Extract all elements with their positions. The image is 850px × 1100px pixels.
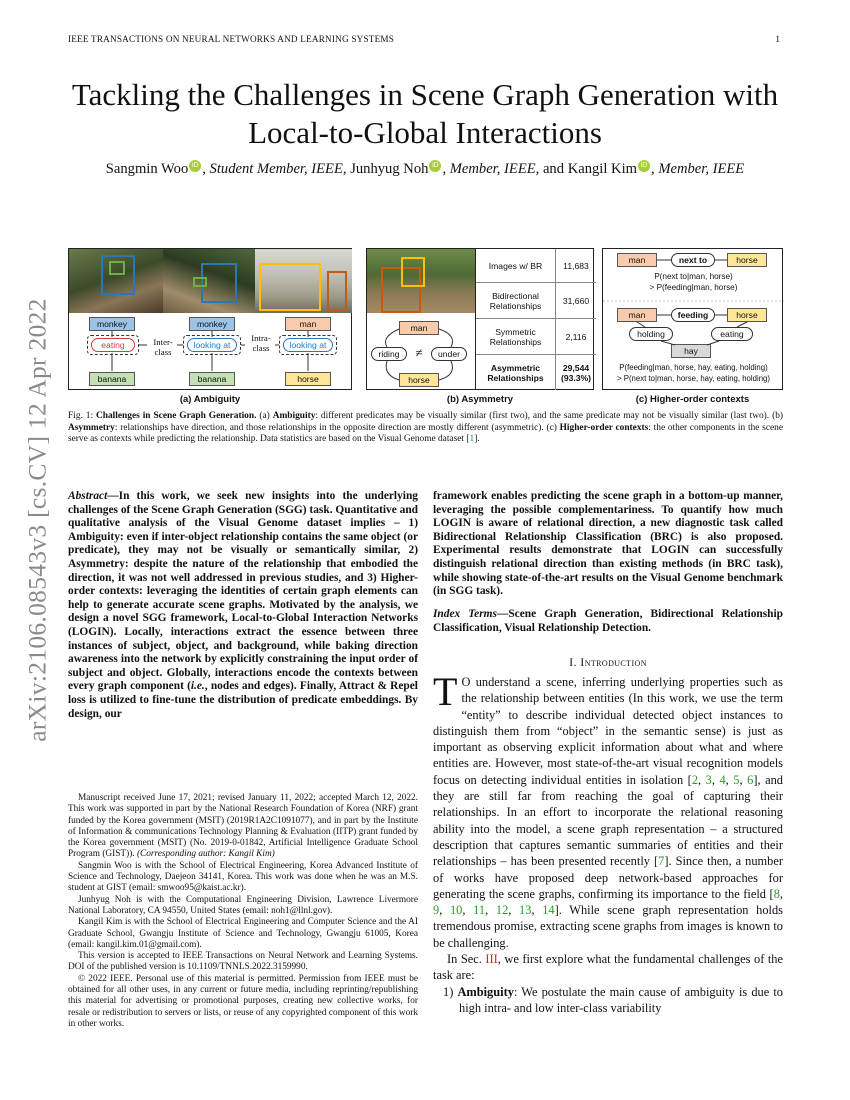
footnote: © 2022 IEEE. Personal use of this material is permitted. Permission from IEEE must be obtained for all other uses, in any current or future media, including reprinting/republishing this material for advertising or promotional purposes, creating new collective works, for resale or redistribution to servers or lists, or reuse of any copyrighted component of this work in other works.: [68, 973, 418, 1029]
introduction-body: [433, 669, 784, 1016]
probability-text: > P(next to|man, horse, hay, eating, holding): [617, 374, 770, 383]
paragraph: In Sec. III, we first explore what the fundamental challenges of the task are:: [433, 952, 783, 983]
index-terms: Index Terms—Scene Graph Generation, Bidirectional Relationship Classification, Visual Relationship Detection.: [433, 608, 783, 634]
citation-link[interactable]: 9: [433, 903, 440, 918]
context-predicate-node: eating: [711, 327, 753, 341]
table-row: [476, 249, 596, 283]
paper-title: Tackling the Challenges in Scene Graph Generation with Local-to-Global Interactions: [71, 77, 779, 150]
footnote: Sangmin Woo is with the School of Electrical Engineering, Korea Advanced Institute of Science and Technology, Daejeon 34141, Korea. This work was done when he was an M.S. student at GIST (email: smwoo95@kaist.ac.kr).: [68, 860, 418, 894]
author-conjunction: and: [542, 161, 565, 177]
running-head: IEEE TRANSACTIONS ON NEURAL NETWORKS AND LEARNING SYSTEMS: [68, 34, 395, 44]
inter-class-label: Inter- class: [153, 337, 173, 357]
context-predicate-node: holding: [629, 327, 673, 341]
citation-link[interactable]: 5: [733, 772, 740, 787]
photo-monkey-eating: [69, 249, 163, 313]
probability-text: P(feeding|man, horse, hay, eating, holding): [619, 363, 768, 372]
citation-link[interactable]: 13: [519, 903, 532, 918]
subject-node: man: [617, 308, 657, 322]
citation-link[interactable]: 7: [658, 854, 665, 869]
bidirectional-stats-table: [475, 249, 595, 390]
citation-link[interactable]: 6: [747, 772, 754, 787]
citation-link[interactable]: 12: [495, 903, 509, 918]
subject-node: man: [399, 321, 439, 335]
table-cell-label: Images w/ BR: [476, 249, 556, 282]
not-equal-symbol: ≠: [415, 345, 423, 360]
citation-link[interactable]: 2: [691, 772, 699, 787]
predicate-node: eating: [91, 338, 135, 352]
citation-link[interactable]: 11: [473, 903, 486, 918]
author-name: Junhyug Noh: [350, 161, 429, 177]
footnote: Junhyug Noh is with the Computational Engineering Division, Lawrence Livermore National Laboratory, CA 94550, United States (email: noh1@llnl.gov).: [68, 894, 418, 916]
subject-node: monkey: [89, 317, 135, 331]
probability-text: P(next to|man, horse): [654, 272, 733, 281]
paragraph: T O understand a scene, inferring underlying properties such as the relationship between entities (In this work, we use the term “entity” to describe individual detected object instances to distinguish them from “object” in the semantic sense) is just as important as observing explicit information about what and where entities are. However, most state-of-the-art visual recognition models focus on detecting individual entities in isolation [2, 3, 4, 5, 6], and they are still far from reaching the goal of capturing their relationships. In an effort to incorporate the relational reasoning ability into the model, a scene graph representation – a structured description that captures semantic summaries of entities and their relationships – has been presented recently [7]. Since then, a number of works have proposed deep network-based approaches for generating the scene graphs, confirming its importance to the field [8, 9, 10, 11, 12, 13, 14]. While scene graph representation holds tremendous promise, extracting scene graphs from images is known to be challenging.: [433, 669, 784, 950]
predicate-node: looking at: [283, 338, 333, 352]
arxiv-identifier[interactable]: arXiv:2106.08543v3 [cs.CV] 12 Apr 2022: [23, 298, 53, 742]
arxiv-stamp: [18, 290, 58, 750]
object-node: banana: [89, 372, 135, 386]
table-cell-label: Bidirectional Relationships: [476, 283, 556, 318]
author-membership: Member, IEEE: [658, 161, 745, 177]
table-row: [476, 355, 596, 390]
photo-monkey-looking: [163, 249, 255, 313]
subject-node: monkey: [189, 317, 235, 331]
figure-caption: Fig. 1: Challenges in Scene Graph Generation. (a) Ambiguity: different predicates may be visually similar (first two), and the same predicate may not be visually similar (last two). (b) Asymmetry: relationships have direction, and those relationships in the opposite direction are mostly different (asymmetric). (c) Higher-order contexts: the other components in the scene serve as contexts while predicting the relationship. Data statistics are based on the Visual Genome dataset [1].: [68, 411, 783, 445]
citation-link[interactable]: 1: [469, 434, 475, 445]
author-line: Sangmin Woo iD , Student Member, IEEE, Junhyug Noh iD , Member, IEEE, and Kangil Kim iD , Member, IEEE: [105, 161, 745, 177]
figure-panel-asymmetry: [366, 248, 594, 390]
author-membership: Member, IEEE,: [449, 161, 540, 177]
drop-cap: T: [433, 669, 458, 714]
predicate-node: under: [431, 347, 467, 361]
section-link[interactable]: III: [485, 952, 498, 967]
context-object-node: hay: [671, 344, 711, 358]
citation-link[interactable]: 10: [449, 903, 463, 918]
page-number: 1: [775, 34, 780, 44]
predicate-node: looking at: [187, 338, 237, 352]
footnotes: [68, 793, 418, 1030]
orcid-icon[interactable]: iD: [189, 160, 201, 172]
predicate-node: next to: [671, 253, 715, 267]
object-node: banana: [189, 372, 235, 386]
table-cell-value: 31,660: [562, 295, 590, 306]
figure-panel-higher-order: [602, 248, 783, 390]
table-cell-value: 29,544 (93.3%): [560, 362, 592, 383]
photo-man-riding-horse: [367, 249, 475, 313]
section-heading: I. Introduction: [569, 655, 647, 669]
citation-link[interactable]: 4: [719, 772, 726, 787]
table-cell-label: Asymmetric Relationships: [476, 355, 556, 390]
citation-link[interactable]: 8: [773, 886, 780, 901]
footnote: This version is accepted to IEEE Transactions on Neural Network and Learning Systems. DOI of the published version is 10.1109/TNNLS.2022.3159990.: [68, 951, 418, 973]
subcaption-a: (a) Ambiguity: [179, 394, 241, 405]
footnote: Manuscript received June 17, 2021; revised January 11, 2022; accepted March 12, 2022. This work was supported in part by the National Research Foundation of Korea (NRF) grant funded by the Korea government (MSIT) (2019R1A2C1091077), and in part by the Institute of Information & communications Technology Planning & Evaluation (IITP) grant funded by the Korea government (MSIT) (No. 2019-0-01842, Artificial Intelligence Graduate School Program (GIST)). (Corresponding author: Kangil Kim): [68, 793, 418, 860]
object-node: horse: [727, 308, 767, 322]
photo-man-horse: [255, 249, 352, 313]
table-cell-value: 11,683: [563, 260, 589, 271]
citation-link[interactable]: 3: [705, 772, 712, 787]
object-node: horse: [399, 373, 439, 387]
object-node: horse: [285, 372, 331, 386]
intra-class-label: Intra- class: [251, 333, 271, 353]
subject-node: man: [617, 253, 657, 267]
abstract: Abstract—In this work, we seek new insights into the underlying challenges of the Scene Graph Generation (SGG) task. Quantitative and qualitative analysis of the Visual Genome dataset implies – 1) Ambiguity: even if inter-object relationship contains the same object (or predicate), they may not be visually or semantically similar, 2) Asymmetry: despite the nature of the relationship that embodied the direction, it was not well addressed in previous studies, and 3) Higher-order contexts: leveraging the identities of certain graph elements can help to generate accurate scene graphs. Motivated by the analysis, we design a novel SGG framework, Local-to-Global Interaction Networks (LOGIN). Locally, interactions extract the essence between three instances of subject, object, and background, while baking direction awareness into the network by explicitly constraining the input order of subject and object. Globally, interactions encode the contexts between every graph component (i.e., nodes and edges). Finally, Attract & Repel loss is utilized to fine-tune the distribution of predicate embeddings. By design, our: [68, 490, 418, 720]
orcid-icon[interactable]: iD: [429, 160, 441, 172]
figure-panel-ambiguity: [68, 248, 352, 390]
author-name: Sangmin Woo: [105, 161, 189, 177]
table-row: [476, 319, 596, 355]
citation-link[interactable]: 14: [542, 903, 555, 918]
footnote: Kangil Kim is with the School of Electrical Engineering and Computer Science and the AI Graduate School, Gwangju Institute of Science and Technology, Gwangju 61005, Korea (email: kangil.kim.01@gmail.com).: [68, 917, 418, 950]
author-name: Kangil Kim: [567, 161, 638, 177]
subject-node: man: [285, 317, 331, 331]
list-item: 1) Ambiguity: We postulate the main cause of ambiguity is due to high intra- and low inter-class variability: [443, 984, 783, 1015]
author-membership: Student Member, IEEE,: [209, 161, 347, 177]
object-node: horse: [727, 253, 767, 267]
subcaption-b: (b) Asymmetry: [446, 394, 514, 405]
table-row: [476, 283, 596, 319]
predicate-node: feeding: [671, 308, 715, 322]
orcid-icon[interactable]: iD: [638, 160, 650, 172]
table-cell-value: 2,116: [565, 331, 587, 342]
subcaption-c: (c) Higher-order contexts: [635, 394, 750, 405]
abstract-continued: framework enables predicting the scene graph in a bottom-up manner, leveraging the possible complementariness. To quantify how much LOGIN is aware of relational direction, a new diagnostic task called Bidirectional Relationship Classification (BRC) is also proposed. Experimental results demonstrate that LOGIN can successfully distinguish relational direction than existing methods (in BRC task), while showing state-of-the-art results on the Visual Genome benchmark (in SGG task).: [433, 490, 783, 598]
abstract-label: Abstract: [68, 490, 108, 502]
predicate-node: riding: [371, 347, 407, 361]
table-cell-label: Symmetric Relationships: [476, 319, 556, 354]
probability-text: > P(feeding|man, horse): [649, 283, 738, 292]
